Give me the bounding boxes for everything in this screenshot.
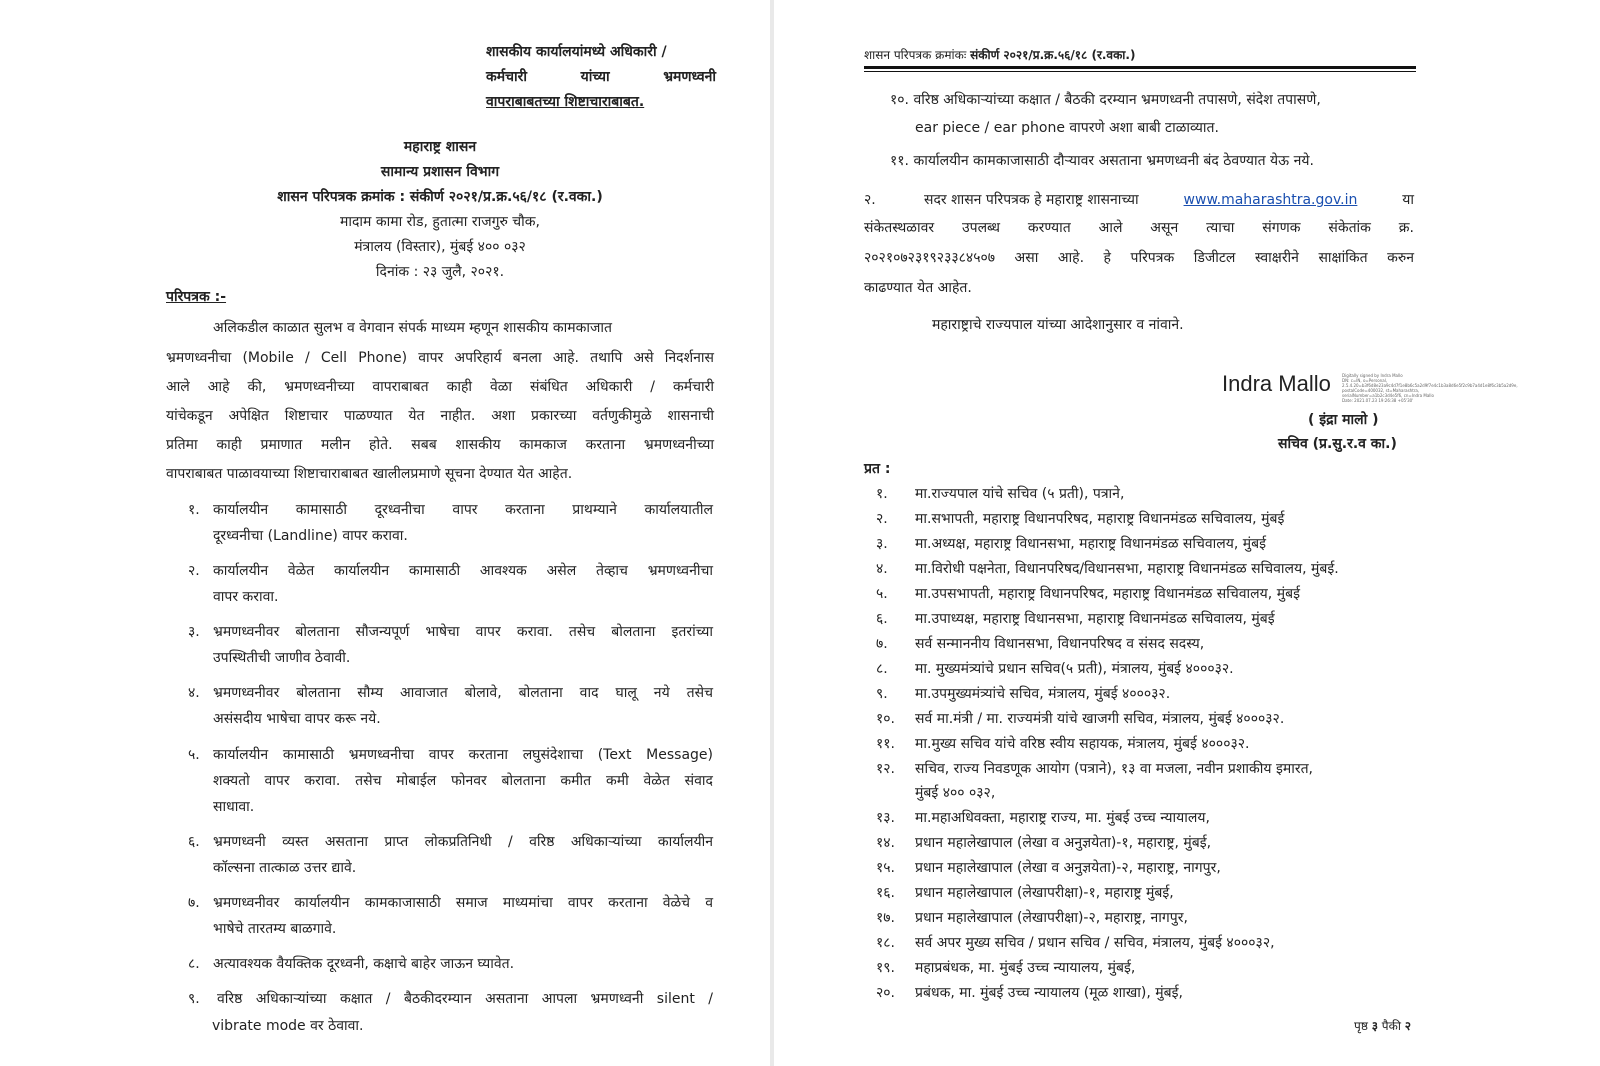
item-6-line-2: कॉल्सना तात्काळ उत्तर द्यावे. — [213, 860, 357, 876]
recipient-text: प्रधान महालेखापाल (लेखापरीक्षा)-२, महाराष्ट्र, नागपुर, — [915, 910, 1188, 926]
item-4-line-2: असंसदीय भाषेचा वापर करू नये. — [213, 711, 381, 727]
gov-name: महाराष्ट्र शासन — [403, 139, 477, 155]
recipient-text: मा.मुख्य सचिव यांचे वरिष्ठ स्वीय सहायक, मंत्रालय, मुंबई ४०००३२. — [915, 736, 1250, 752]
item-8-number: ८. — [188, 956, 200, 972]
item-7-line-2: भाषेचे तारतम्य बाळगावे. — [213, 921, 337, 937]
para-2-line-1-end: या — [1402, 192, 1414, 208]
para-2-line-2: संकेतस्थळावर उपलब्ध करण्यात आले असून त्याचा संगणक संकेतांक क्र. — [864, 220, 1414, 236]
subject-line-3: वापराबाबतच्या शिष्टाचाराबाबत. — [486, 94, 645, 110]
recipient-number: १०. — [876, 711, 896, 727]
recipient-text: मा.उपसभापती, महाराष्ट्र विधानपरिषद, महाराष्ट्र विधानमंडळ सचिवालय, मुंबई — [915, 586, 1300, 602]
sig-meta-line-6: Date: 2021.07.23 19:26:38 +05'30' — [1342, 398, 1414, 403]
circular-number: शासन परिपत्रक क्रमांक : संकीर्ण २०२१/प्र.क्र.५६/१८ (र.वका.) — [277, 189, 603, 205]
recipient-text: सर्व अपर मुख्य सचिव / प्रधान सचिव / सचिव, मंत्रालय, मुंबई ४०००३२, — [915, 935, 1275, 951]
subject-line-2: कर्मचारी यांच्या भ्रमणध्वनी — [486, 69, 716, 85]
item-4-number: ४. — [188, 685, 200, 701]
circular-date: दिनांक : २३ जुलै, २०२१. — [375, 264, 505, 280]
address-line-1: मादाम कामा रोड, हुतात्मा राजगुरु चौक, — [339, 214, 541, 230]
signature-name: Indra Mallo — [1222, 371, 1331, 396]
circular-label: परिपत्रक :- — [166, 289, 227, 305]
intro-line-4: यांचेकडून अपेक्षित शिष्टाचार पाळण्यात येत नाहीत. अशा प्रकारच्या वर्तणुकीमुळे शासनाची — [166, 408, 714, 424]
item-1-line-2: दूरध्वनीचा (Landline) वापर करावा. — [213, 528, 408, 544]
item-7-number: ७. — [188, 895, 200, 911]
page-footer — [1354, 1016, 1411, 1036]
recipient-number: ४. — [876, 561, 888, 577]
subject-line-1: शासकीय कार्यालयांमध्ये अधिकारी / — [486, 44, 667, 60]
item-10-line-1: १०. वरिष्ठ अधिकाऱ्यांच्या कक्षात / बैठकी दरम्यान भ्रमणध्वनी तपासणे, संदेश तपासणे, — [890, 92, 1321, 108]
para-2-line-4: काढण्यात येत आहेत. — [864, 280, 972, 296]
item-1-line-1: कार्यालयीन कामासाठी दूरध्वनीचा वापर करताना प्राथम्याने कार्यालयातील — [213, 502, 713, 518]
para-2-number: २. — [864, 192, 876, 208]
item-2-number: २. — [188, 563, 200, 579]
running-header-number: संकीर्ण २०२१/प्र.क्र.५६/१८ (र.वका.) — [970, 48, 1136, 62]
item-5-line-1: कार्यालयीन कामासाठी भ्रमणध्वनीचा वापर करताना लघुसंदेशाचा (Text Message) — [213, 747, 713, 763]
page-right — [774, 0, 1600, 1066]
address-line-2: मंत्रालय (विस्तार), मुंबई ४०० ०३२ — [354, 239, 526, 255]
recipient-text: मा.राज्यपाल यांचे सचिव (५ प्रती), पत्राने, — [915, 486, 1125, 502]
item-9-line-2: vibrate mode वर ठेवावा. — [212, 1018, 364, 1034]
recipient-text: प्रधान महालेखापाल (लेखा व अनुज्ञयेता)-२, महाराष्ट्र, नागपुर, — [915, 860, 1221, 876]
intro-line-1: अलिकडील काळात सुलभ व वेगवान संपर्क माध्यम म्हणून शासकीय कामकाजात — [213, 320, 612, 336]
header-rule-thick — [864, 66, 1416, 69]
recipient-number: ७. — [876, 636, 888, 652]
item-6-line-1: भ्रमणध्वनी व्यस्त असताना प्राप्त लोकप्रतिनिधी / वरिष्ठ अधिकाऱ्यांच्या कार्यालयीन — [213, 834, 713, 850]
sig-meta-line-3: 2.5.4.20=b3f6d8e23a9c4d7f1e8b6c5a2d9f7e4c1b3a8d6e5f2c9b7a4d1e8f6c3b5a2d9e, — [1342, 383, 1518, 388]
sig-meta-line-1: Digitally signed by Indra Mallo — [1342, 373, 1403, 378]
intro-line-2: भ्रमणध्वनीचा (Mobile / Cell Phone) वापर अपरिहार्य बनला आहे. तथापि असे निदर्शनास — [166, 350, 714, 366]
recipient-text: मा. मुख्यमंत्र्यांचे प्रधान सचिव(५ प्रती), मंत्रालय, मुंबई ४०००३२. — [915, 661, 1234, 677]
sig-meta-line-4: postalCode=400032, st=Maharashtra, — [1342, 388, 1420, 393]
recipient-number: १८. — [876, 935, 896, 951]
recipient-number: १५. — [876, 860, 896, 876]
header-rule-thin — [864, 71, 1416, 72]
sig-meta-line-2: DN: c=IN, o=Personal, — [1342, 378, 1388, 383]
recipient-text: मा.उपाध्यक्ष, महाराष्ट्र विधानसभा, महाराष्ट्र विधानमंडळ सचिवालय, मुंबई — [915, 611, 1275, 627]
intro-line-5: प्रतिमा काही प्रमाणात मलीन होते. सबब शासकीय कामकाज करताना भ्रमणध्वनीच्या — [166, 437, 714, 453]
recipient-number: १२. — [876, 761, 896, 777]
recipient-number: १४. — [876, 835, 896, 851]
intro-line-3: आले आहे की, भ्रमणध्वनीच्या वापराबाबत काही वेळा संबंधित अधिकारी / कर्मचारी — [166, 379, 714, 395]
item-9-number: ९. — [188, 991, 200, 1007]
recipient-text: सर्व मा.मंत्री / मा. राज्यमंत्री यांचे खाजगी सचिव, मंत्रालय, मुंबई ४०००३२. — [915, 711, 1285, 727]
item-3-number: ३. — [188, 624, 200, 640]
department-name: सामान्य प्रशासन विभाग — [380, 164, 500, 180]
item-3-line-2: उपस्थितीची जाणीव ठेवावी. — [213, 650, 351, 666]
recipient-text: मा.विरोधी पक्षनेता, विधानपरिषद/विधानसभा, महाराष्ट्र विधानमंडळ सचिवालय, मुंबई. — [915, 561, 1339, 577]
intro-line-6: वापराबाबत पाळावयाच्या शिष्टाचाराबाबत खालीलप्रमाणे सूचना देण्यात येत आहेत. — [166, 466, 573, 482]
recipient-number: ८. — [876, 661, 888, 677]
item-8-line-1: अत्यावश्यक वैयक्तिक दूरध्वनी, कक्षाचे बाहेर जाऊन घ्यावेत. — [213, 956, 515, 972]
recipient-text-continued: मुंबई ४०० ०३२, — [915, 785, 996, 801]
para-2-line-1 — [924, 190, 1414, 210]
para-2-line-3: २०२१०७२३१९२३३८४५०७ असा आहे. हे परिपत्रक डिजीटल स्वाक्षरीने साक्षांकित करुन — [864, 250, 1414, 266]
signatory-name-marathi: ( इंद्रा मालो ) — [1308, 412, 1379, 428]
recipient-text: सचिव, राज्य निवडणूक आयोग (पत्राने), १३ वा मजला, नवीन प्रशाकीय इमारत, — [915, 761, 1314, 777]
recipient-number: १७. — [876, 910, 896, 926]
recipient-number: ३. — [876, 536, 888, 552]
footer-prefix: पृष्ठ — [1354, 1019, 1368, 1033]
footer-page-number: ३ — [1371, 1019, 1378, 1033]
item-6-number: ६. — [188, 834, 200, 850]
item-3-line-1: भ्रमणध्वनीवर बोलताना सौजन्यपूर्ण भाषेचा वापर करावा. तसेच बोलताना इतरांच्या — [213, 624, 713, 640]
recipient-number: १६. — [876, 885, 896, 901]
digital-signature-details — [1342, 373, 1518, 403]
recipient-text: प्रबंधक, मा. मुंबई उच्च न्यायालय (मूळ शाखा), मुंबई, — [915, 985, 1183, 1001]
recipient-text: प्रधान महालेखापाल (लेखापरीक्षा)-१, महाराष्ट्र मुंबई, — [915, 885, 1174, 901]
recipient-text: सर्व सन्माननीय विधानसभा, विधानपरिषद व संसद सदस्य, — [915, 636, 1205, 652]
item-5-line-2: शक्यतो वापर करावा. तसेच मोबाईल फोनवर बोलताना कमीत कमी वेळेत संवाद — [213, 773, 713, 789]
item-5-number: ५. — [188, 747, 200, 763]
item-1-number: १. — [188, 502, 200, 518]
page-left — [0, 0, 770, 1066]
signatory-title: सचिव (प्र.सु.र.व का.) — [1278, 436, 1397, 452]
recipient-number: १. — [876, 486, 888, 502]
governor-order-line: महाराष्ट्राचे राज्यपाल यांच्या आदेशानुसार व नांवाने. — [932, 317, 1184, 333]
recipient-number: ६. — [876, 611, 888, 627]
recipient-text: मा.सभापती, महाराष्ट्र विधानपरिषद, महाराष्ट्र विधानमंडळ सचिवालय, मुंबई — [915, 511, 1285, 527]
recipient-number: २०. — [876, 985, 896, 1001]
recipient-text: मा.अध्यक्ष, महाराष्ट्र विधानसभा, महाराष्ट्र विधानमंडळ सचिवालय, मुंबई — [915, 536, 1267, 552]
item-7-line-1: भ्रमणध्वनीवर कार्यालयीन कामकाजासाठी समाज माध्यमांचा वापर करताना वेळेचे व — [213, 895, 713, 911]
recipient-number: ११. — [876, 736, 896, 752]
sig-meta-line-5: serialNumber=a1b2c3d4e5f6, cn=Indra Mallo — [1342, 393, 1434, 398]
item-4-line-1: भ्रमणध्वनीवर बोलताना सौम्य आवाजात बोलावे, बोलताना वाद घालू नये तसेच — [213, 685, 713, 701]
item-5-line-3: साधावा. — [213, 799, 255, 815]
recipient-text: प्रधान महालेखापाल (लेखा व अनुज्ञयेता)-१, महाराष्ट्र, मुंबई, — [915, 835, 1212, 851]
item-10-line-2: ear piece / ear phone वापरणे अशा बाबी टाळाव्यात. — [915, 120, 1219, 136]
recipient-number: १९. — [876, 960, 896, 976]
item-2-line-2: वापर करावा. — [213, 589, 279, 605]
recipient-text: मा.महाअधिवक्ता, महाराष्ट्र राज्य, मा. मुंबई उच्च न्यायालय, — [915, 810, 1210, 826]
footer-of: पैकी — [1381, 1019, 1401, 1033]
para-2-line-1-text: सदर शासन परिपत्रक हे महाराष्ट्र शासनाच्या — [924, 192, 1139, 208]
running-header — [864, 45, 1135, 65]
copy-to-label: प्रत : — [864, 461, 891, 477]
website-link[interactable]: www.maharashtra.gov.in — [1183, 192, 1358, 208]
footer-total-pages: २ — [1404, 1019, 1412, 1033]
recipient-number: २. — [876, 511, 888, 527]
item-9-line-1: वरिष्ठ अधिकाऱ्यांच्या कक्षात / बैठकीदरम्यान असताना आपला भ्रमणध्वनी silent / — [217, 991, 713, 1007]
recipient-number: १३. — [876, 810, 896, 826]
recipient-number: ५. — [876, 586, 888, 602]
recipient-text: महाप्रबंधक, मा. मुंबई उच्च न्यायालय, मुंबई, — [915, 960, 1136, 976]
recipient-number: ९. — [876, 686, 888, 702]
item-2-line-1: कार्यालयीन वेळेत कार्यालयीन कामासाठी आवश्यक असेल तेव्हाच भ्रमणध्वनीचा — [213, 563, 713, 579]
recipient-text: मा.उपमुख्यमंत्र्यांचे सचिव, मंत्रालय, मुंबई ४०००३२. — [915, 686, 1171, 702]
running-header-prefix: शासन परिपत्रक क्रमांकः — [864, 48, 967, 62]
item-11: ११. कार्यालयीन कामकाजासाठी दौऱ्यावर असताना भ्रमणध्वनी बंद ठेवण्यात येऊ नये. — [890, 153, 1314, 169]
